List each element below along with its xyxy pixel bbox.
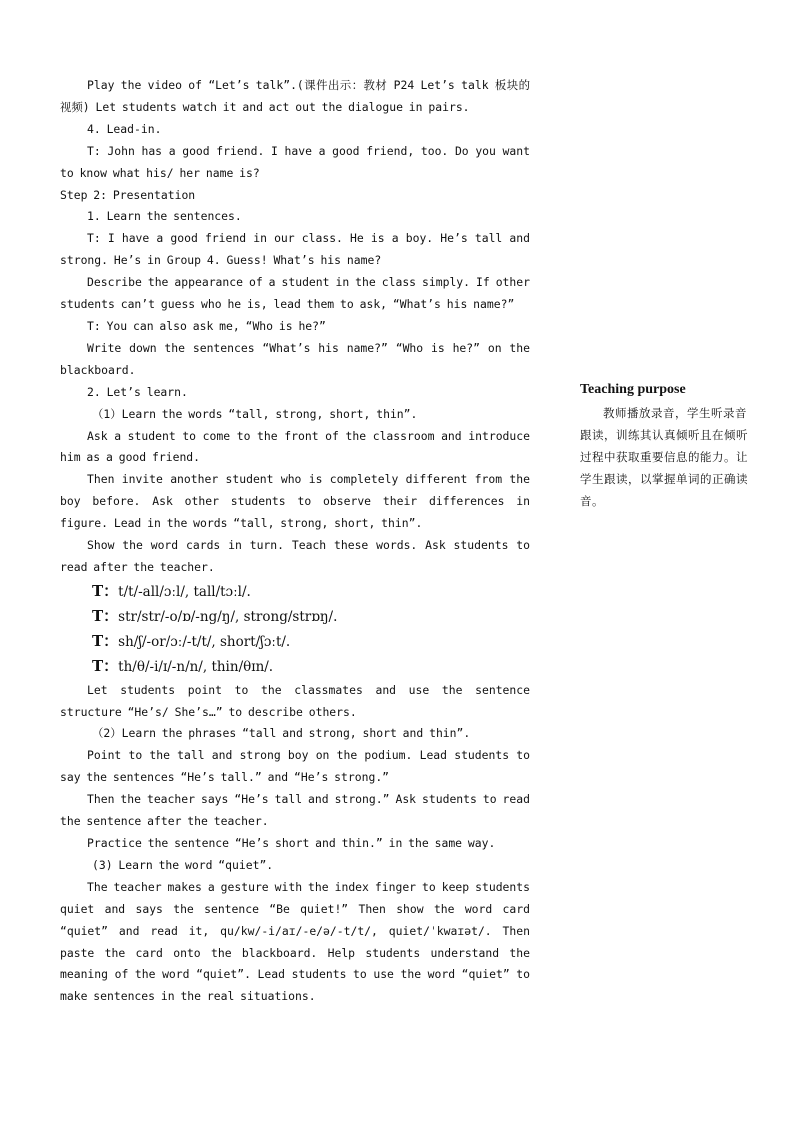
paragraph: Write down the sentences “What’s his name?” “Who is he?” on the blackboard. xyxy=(60,340,530,377)
paragraph: (3) Learn the word “quiet”. xyxy=(92,857,274,872)
teacher-label: T： xyxy=(92,632,119,651)
paragraph: Point to the tall and strong boy on the podium. Lead students to say the sentences “He’s tall.” and “He’s strong.” xyxy=(60,748,530,785)
teaching-purpose-text: 教师播放录音，学生听录音跟读，训练其认真倾听且在倾听过程中获取重要信息的能力。让学生跟读，以掌握单词的正确读音。 xyxy=(580,406,748,508)
paragraph: Play the video of “Let’s talk”.(课件出示：教材 P24 Let’s talk 板块的视频) Let students watch it and act out the dialogue in pairs. xyxy=(60,78,530,114)
phonetic-row xyxy=(60,654,530,679)
paragraph: Practice the sentence “He’s short and thin.” in the same way. xyxy=(87,836,496,850)
paragraph: 1. Learn the sentences. xyxy=(87,209,242,224)
paragraph: （2）Learn the phrases “tall and strong, short and thin”. xyxy=(92,726,471,741)
paragraph: Describe the appearance of a student in the class simply. If other students can’t guess who he is, lead them to ask, “What’s his name?” xyxy=(60,275,530,312)
teacher-label: T： xyxy=(92,607,119,626)
phonetic-row xyxy=(60,579,530,604)
paragraph: Ask a student to come to the front of the classroom and introduce him as a good friend. xyxy=(60,428,530,465)
teaching-purpose-note xyxy=(580,380,750,512)
teaching-purpose-title: Teaching purpose xyxy=(580,382,686,397)
phonetics-list xyxy=(60,579,530,680)
paragraph: 2. Let’s learn. xyxy=(87,384,188,399)
lesson-paragraphs xyxy=(60,75,530,579)
teacher-label: T： xyxy=(92,657,119,676)
phonetic-text: t/t/-all/ɔːl/, tall/tɔːl/. xyxy=(118,583,251,600)
paragraph: T: I have a good friend in our class. He is a boy. He’s tall and strong. He’s in Group 4. Guess! What’s his name? xyxy=(60,231,530,268)
paragraph: T: You can also ask me, “Who is he?” xyxy=(87,318,326,333)
teacher-label: T： xyxy=(92,581,119,600)
paragraph: T: John has a good friend. I have a good friend, too. Do you want to know what his/ her name is? xyxy=(60,143,530,180)
paragraph: Then the teacher says “He’s tall and strong.” Ask students to read the sentence after the teacher. xyxy=(60,792,530,829)
lesson-main-text xyxy=(60,75,530,1008)
paragraph: Step 2: Presentation xyxy=(60,187,196,202)
phonetic-text: th/θ/-i/ɪ/-n/n/, thin/θɪn/. xyxy=(118,659,274,676)
paragraph: （1）Learn the words “tall, strong, short, thin”. xyxy=(92,406,418,421)
paragraph: Show the word cards in turn. Teach these words. Ask students to read after the teacher. xyxy=(60,538,530,574)
paragraph: 4. Lead-in. xyxy=(87,121,162,136)
paragraph: Then invite another student who is completely different from the boy before. Ask other students to observe their differences in figure. Lead in the words “tall, strong, short, thin”. xyxy=(60,472,530,531)
phonetic-row xyxy=(60,629,530,654)
lesson-paragraphs-continued xyxy=(60,680,530,1009)
phonetic-text: str/str/-o/ɒ/-ng/ŋ/, strong/strɒŋ/. xyxy=(118,609,338,626)
phonetic-row xyxy=(60,604,530,629)
phonetic-text: sh/ʃ/-or/ɔː/-t/t/, short/ʃɔːt/. xyxy=(118,634,291,651)
paragraph: The teacher makes a gesture with the index finger to keep students quiet and says the sentence “Be quiet!” Then show the word card “quiet” and read it, qu/kw/-i/aɪ/-e/ə/-t/t/, quiet/ˈkwaɪət/. Then paste the card onto the blackboard. Help students understand the meaning of the word “quiet”. Lead students to use the word “quiet” to make sentences in the real situations. xyxy=(60,879,530,1004)
paragraph: Let students point to the classmates and use the sentence structure “He’s/ She’s…” to describe others. xyxy=(60,682,530,719)
